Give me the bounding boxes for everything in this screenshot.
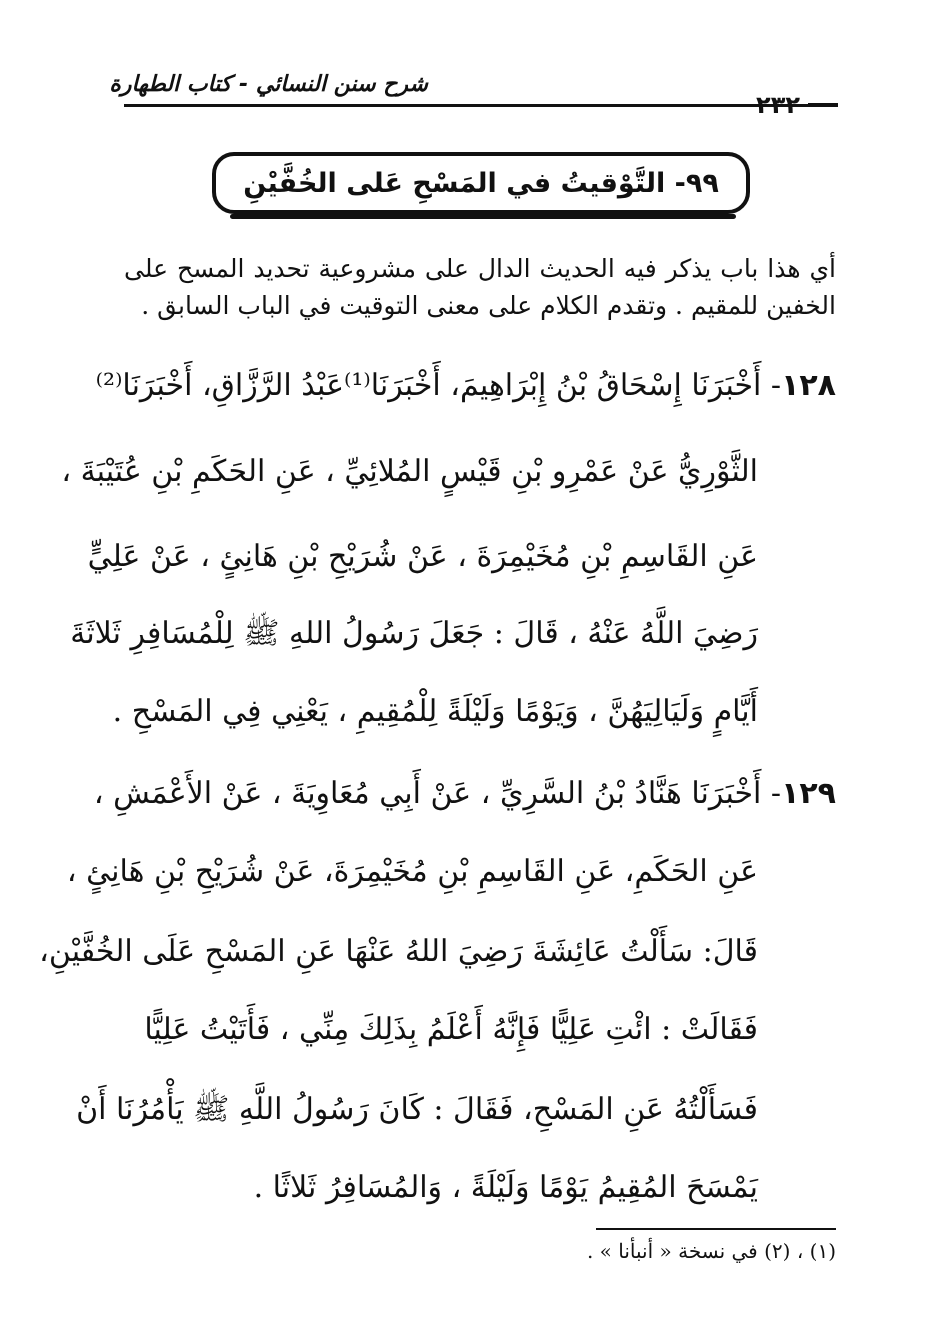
hadith-text: فَقَالَتْ : ائْتِ عَلِيًّا فَإِنَّهُ أَعْلَمُ بِذَلِكَ مِنِّي ، فَأَتَيْتُ عَلِيًّا bbox=[144, 1012, 758, 1047]
hadith-129-line-1 bbox=[93, 772, 836, 816]
page-number-block bbox=[722, 90, 838, 120]
hadith-text: عَنِ القَاسِمِ بْنِ مُخَيْمِرَةَ ، عَنْ شُرَيْحِ بْنِ هَانِئٍ ، عَنْ عَلِيٍّ bbox=[87, 539, 758, 574]
running-title: شرح سنن النسائي - كتاب الطهارة bbox=[109, 72, 428, 97]
chapter-title: ٩٩- التَّوْقيتُ في المَسْحِ عَلى الخُفَّيْنِ bbox=[243, 167, 719, 199]
hadith-text: الثَّوْرِيُّ عَنْ عَمْرِو بْنِ قَيْسٍ المُلائِيِّ ، عَنِ الحَكَمِ بْنِ عُتَيْبَةَ ، bbox=[61, 454, 758, 489]
page-number: ٢٣٢ bbox=[756, 91, 800, 119]
hadith-129-line-3 bbox=[39, 930, 758, 974]
hadith-number: ١٢٨ bbox=[781, 368, 836, 403]
hadith-129-line-6 bbox=[124, 1166, 758, 1210]
hadith-129-line-5 bbox=[76, 1088, 758, 1132]
hadith-text: رَضِيَ اللَّهُ عَنْهُ ، قَالَ : جَعَلَ رَسُولُ اللهِ ﷺ لِلْمُسَافِرِ ثَلاثَةَ bbox=[70, 616, 758, 651]
hadith-text: فَسَأَلْتُهُ عَنِ المَسْحِ، فَقَالَ : كَانَ رَسُولُ اللَّهِ ﷺ يَأْمُرُنَا أَنْ bbox=[76, 1092, 758, 1127]
footnote-rule bbox=[596, 1228, 836, 1230]
hadith-128-line-1 bbox=[95, 364, 836, 408]
intro-paragraph bbox=[124, 250, 836, 324]
intro-text: أي هذا باب يذكر فيه الحديث الدال على مشروعية تحديد المسح على الخفين للمقيم . وتقدم الكلام على معنى التوقيت في الباب السابق . bbox=[124, 254, 836, 320]
hadith-text: عَنِ الحَكَمِ، عَنِ القَاسِمِ بْنِ مُخَيْمِرَةَ، عَنْ شُرَيْحِ بْنِ هَانِئٍ ، bbox=[66, 854, 758, 889]
hadith-128-line-3 bbox=[87, 535, 758, 579]
hadith-text: أَيَّامٍ وَلَيَالِيَهُنَّ ، وَيَوْمًا وَلَيْلَةً لِلْمُقِيمِ ، يَعْنِي فِي المَسْحِ . bbox=[112, 694, 758, 729]
hadith-text: يَمْسَحَ المُقِيمُ يَوْمًا وَلَيْلَةً ، وَالمُسَافِرُ ثَلاثًا . bbox=[253, 1170, 758, 1205]
hadith-128-line-2 bbox=[61, 450, 758, 494]
page-number-dash bbox=[808, 103, 838, 107]
hadith-128-line-5 bbox=[112, 690, 758, 734]
hadith-128-line-4 bbox=[70, 612, 758, 656]
hadith-text: - أَخْبَرَنَا إِسْحَاقُ بْنُ إِبْرَاهِيمَ، أَخْبَرَنَا⁽¹⁾عَبْدُ الرَّزَّاقِ، أَخْبَرَنَا⁽²⁾ bbox=[95, 368, 782, 403]
footnote: (١) ، (٢) في نسخة « أنبأنا » . bbox=[586, 1239, 836, 1263]
hadith-text: قَالَ: سَأَلْتُ عَائِشَةَ رَضِيَ اللهُ عَنْهَا عَنِ المَسْحِ عَلَى الخُفَّيْنِ، bbox=[39, 934, 758, 969]
hadith-number: ١٢٩ bbox=[781, 776, 836, 811]
hadith-text: - أَخْبَرَنَا هَنَّادُ بْنُ السَّرِيِّ ، عَنْ أَبِي مُعَاوِيَةَ ، عَنْ الأَعْمَشِ ، bbox=[93, 776, 782, 811]
chapter-heading-box bbox=[212, 152, 750, 214]
hadith-129-line-4 bbox=[124, 1008, 758, 1052]
hadith-129-line-2 bbox=[66, 850, 758, 894]
